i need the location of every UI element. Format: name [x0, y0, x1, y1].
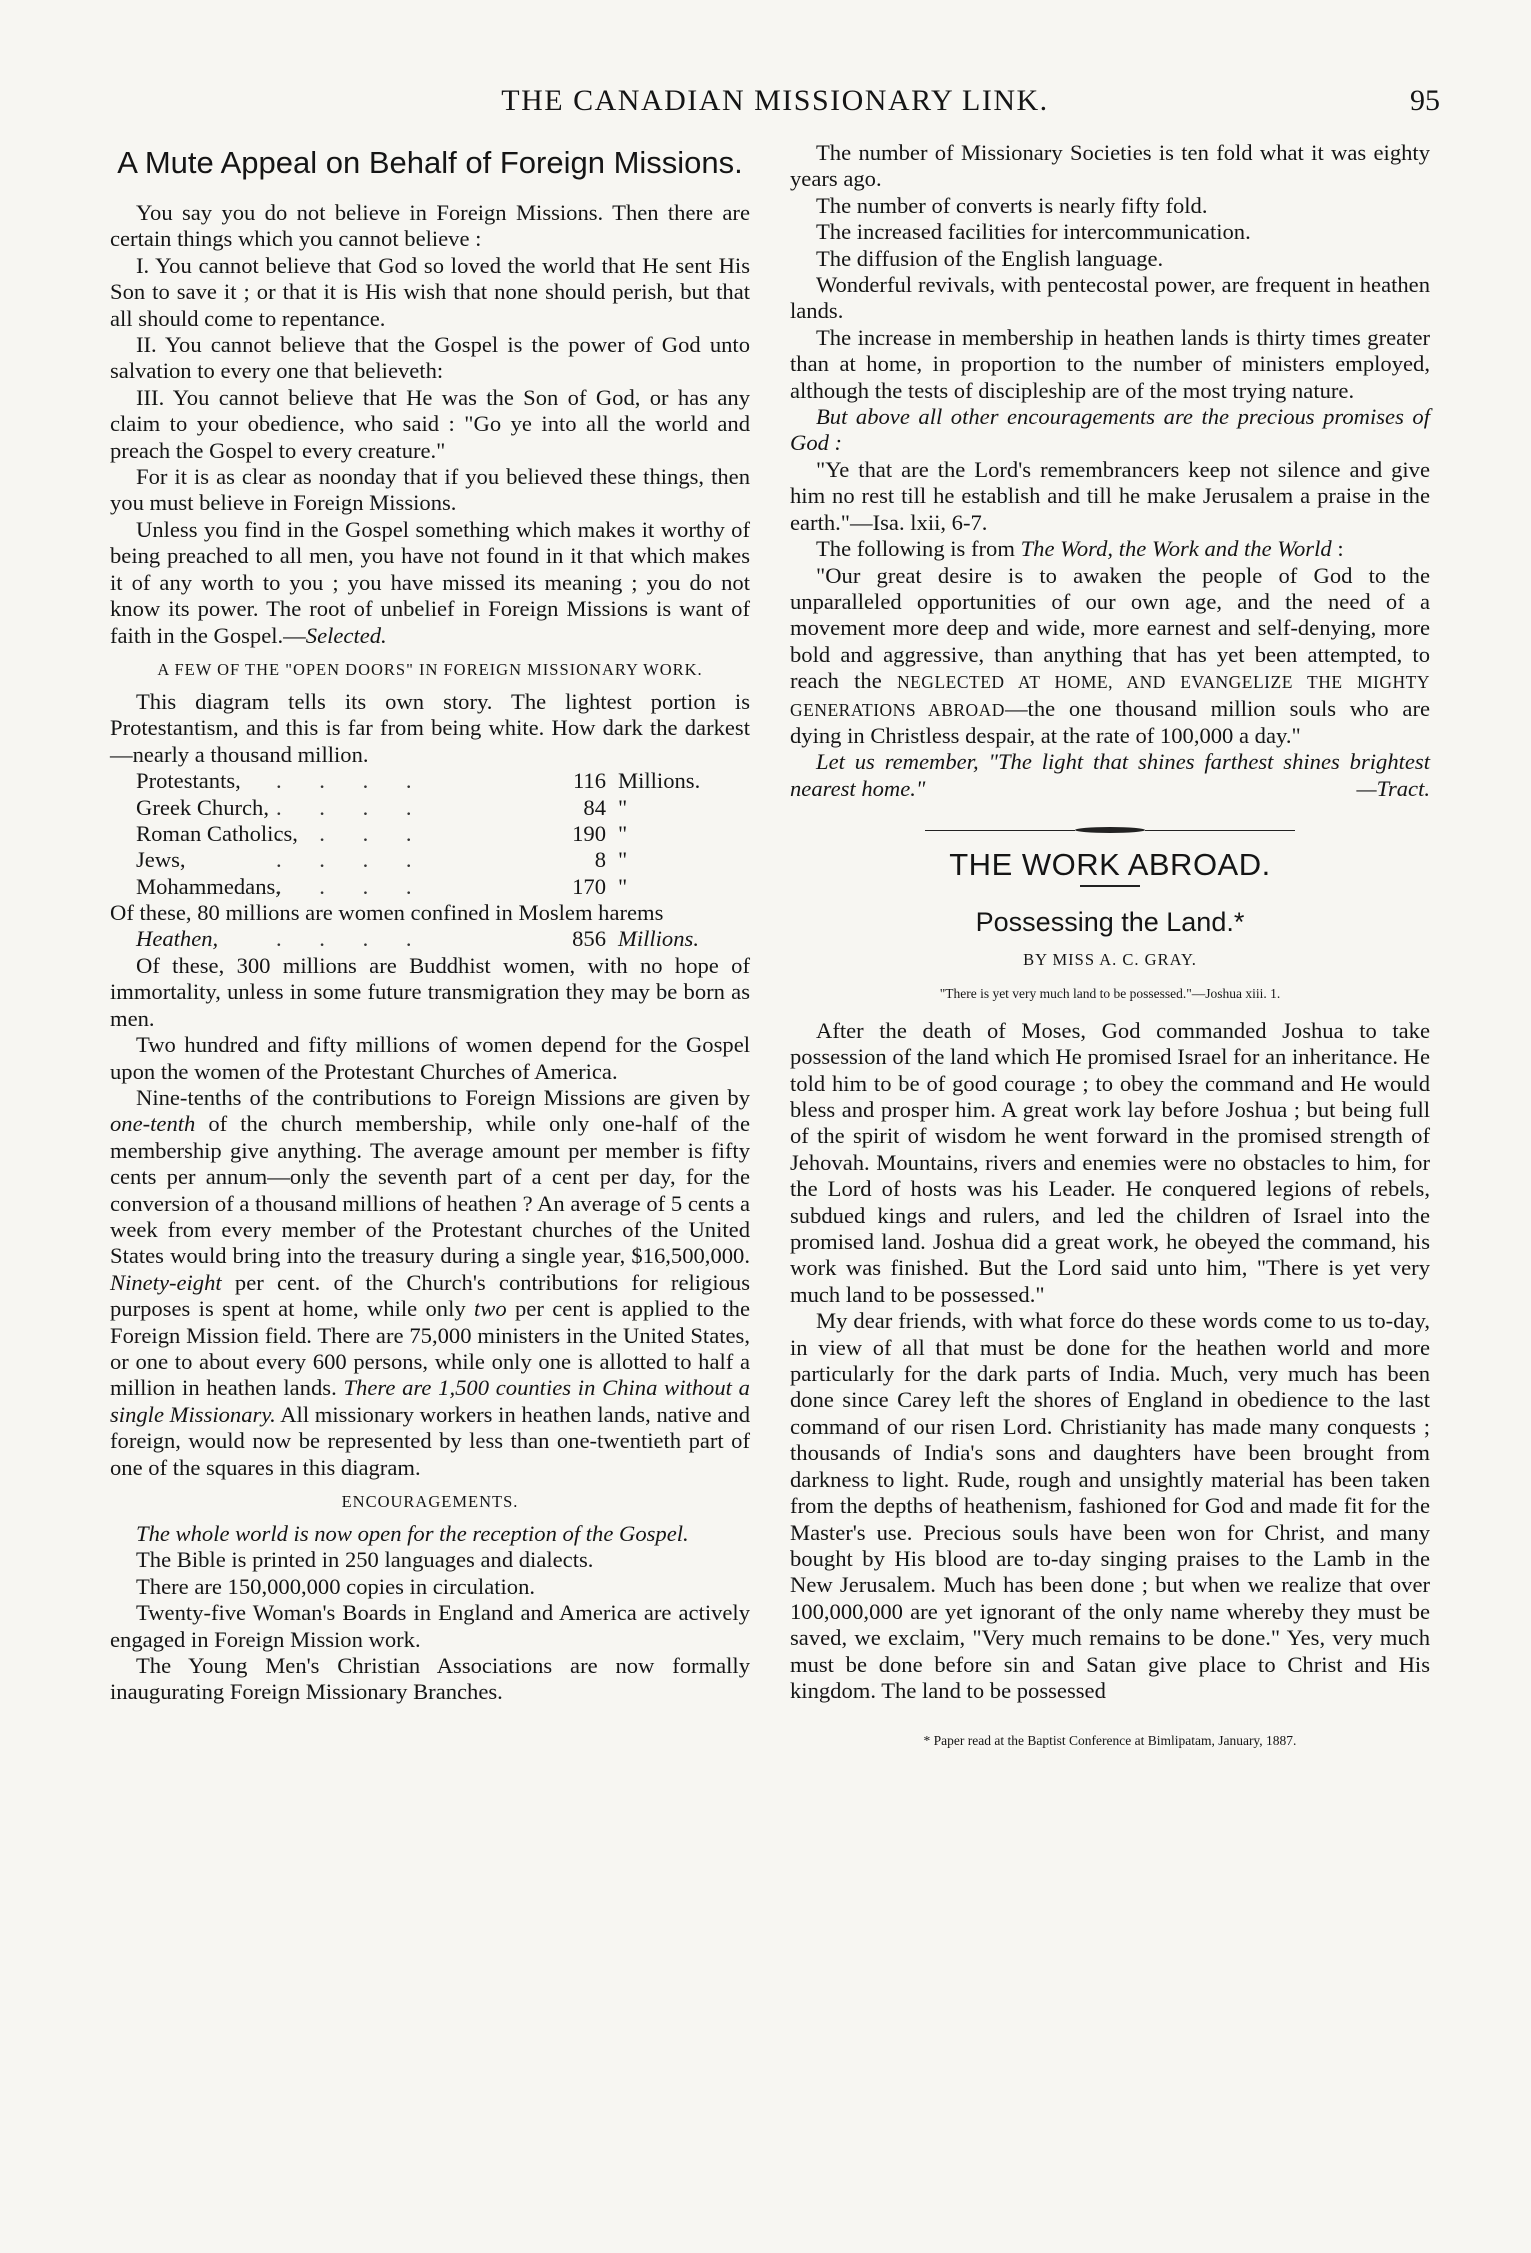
encouragements-heading: ENCOURAGEMENTS.: [341, 1492, 519, 1511]
paragraph: The diffusion of the English language.: [816, 245, 1164, 271]
paragraph: Of these, 300 millions are Buddhist women, with no hope of immortality, unless in some future transmigration they may be born as men.: [110, 952, 750, 1031]
row-label: Roman Catholics,: [136, 820, 298, 846]
leader-dots: . . . .: [276, 794, 428, 820]
tract-credit: —Tract.: [1356, 775, 1430, 801]
paragraph: Of these, 80 millions are women confined in Moslem harems: [110, 900, 664, 926]
paragraph: You say you do not believe in Foreign Missions. Then there are certain things which you cannot believe :: [110, 200, 750, 252]
row-value: 84: [583, 794, 606, 820]
heathen-row: Heathen, . . . . 856 Millions.: [136, 926, 699, 952]
leader-dots: . . . .: [276, 768, 428, 794]
paragraph: But above all other encouragements are the precious promises of God :: [790, 404, 1430, 456]
article-title: A Mute Appeal on Behalf of Foreign Missions.: [117, 145, 743, 180]
table-row: [136, 795, 750, 821]
heathen-unit: Millions.: [618, 926, 699, 952]
paragraph: The number of Missionary Societies is ten fold what it was eighty years ago.: [790, 140, 1430, 192]
row-unit: ": [618, 847, 628, 873]
row-label: Greek Church,: [136, 794, 270, 820]
article-subtitle: Possessing the Land.*: [975, 906, 1245, 937]
paragraph: The increased facilities for intercommunication.: [816, 219, 1251, 245]
row-unit: ": [618, 794, 628, 820]
row-unit: ": [618, 873, 628, 899]
paragraph: This diagram tells its own story. The lightest portion is Protestantism, and this is far from being white. How dark the darkest—nearly a thousand million.: [110, 688, 750, 767]
paragraph: II. You cannot believe that the Gospel is the power of God unto salvation to every one that believeth:: [110, 332, 750, 384]
source-credit: Selected.: [305, 622, 387, 648]
section-title: THE WORK ABROAD.: [949, 847, 1271, 883]
heathen-value: 856: [572, 926, 606, 952]
paragraph: "Our great desire is to awaken the people of God to the unparalleled opportunities of our own age, and the need of a movement more deep and wide, more earnest and self-denying, more bold and aggressive, than anything that has yet been attempted, to reach the NEGLECTED AT HOME, AND EVANGELIZE THE MIGHTY GENERATIONS ABROAD—the one thousand million souls who are dying in Christless despair, at the rate of 100,000 a day.": [790, 562, 1431, 748]
table-row: [136, 768, 750, 794]
population-table: [136, 768, 750, 900]
paragraph: For it is as clear as noonday that if you believed these things, then you must believe in Foreign Missions.: [110, 464, 750, 516]
table-row: [136, 847, 750, 873]
right-column: [790, 140, 1430, 1755]
heathen-label: Heathen,: [136, 926, 219, 952]
row-label: Mohammedans,: [136, 873, 281, 899]
table-row: [136, 821, 750, 847]
table-row: [136, 874, 750, 900]
row-value: 116: [572, 768, 606, 794]
paragraph: The increase in membership in heathen lands is thirty times greater than at home, in proportion to the number of ministers employed, although the tests of discipleship are of the most trying nature.: [790, 324, 1430, 403]
paragraph: Nine-tenths of the contributions to Foreign Missions are given by one-tenth of the church membership, while only one-half of the membership give anything. The average amount per member is fifty cents per annum—only the seventh part of a cent per day, for the conversion of a thousand millions of heathen ? An average of 5 cents a week from every member of the Protestant churches of the United States would bring into the treasury during a single year, $16,500,000. Ninety-eight per cent. of the Church's contributions for religious purposes is spent at home, while only two per cent is applied to the Foreign Mission field. There are 75,000 ministers in the United States, or one to about every 600 persons, while only one is allotted to half a million in heathen lands. There are 1,500 counties in China without a single Missionary. All missionary workers in heathen lands, native and foreign, would now be represented by less than one-twentieth part of one of the squares in this diagram.: [110, 1084, 750, 1480]
running-header: [110, 84, 1440, 124]
paragraph: There are 150,000,000 copies in circulation.: [136, 1573, 536, 1599]
left-column: [110, 140, 750, 1706]
paragraph: The Bible is printed in 250 languages and dialects.: [136, 1547, 594, 1573]
paragraph: After the death of Moses, God commanded Joshua to take possession of the land which He promised Israel for an inheritance. He told him to be of good courage ; to obey the command and He would bless and prosper him. A great work lay before Joshua ; but being full of the spirit of wisdom he went forward in the promised strength of Jehovah. Mountains, rivers and enemies were no obstacles to him, for the Lord of hosts was his Leader. He conquered legions of rebels, subdued kings and rulers, and led the children of Israel into the promised land. Joshua did a great work, he obeyed the command, his work was finished. But the Lord said unto him, "There is yet very much land to be possessed.": [790, 1017, 1430, 1307]
paragraph: Two hundred and fifty millions of women depend for the Gospel upon the women of the Protestant Churches of America.: [110, 1032, 750, 1084]
footnote: * Paper read at the Baptist Conference at Bimlipatam, January, 1887.: [923, 1733, 1297, 1749]
byline: BY MISS A. C. GRAY.: [1023, 949, 1197, 969]
open-doors-heading: A FEW OF THE "OPEN DOORS" IN FOREIGN MISSIONARY WORK.: [157, 659, 703, 679]
paragraph: The number of converts is nearly fifty fold.: [816, 192, 1208, 218]
row-label: Jews,: [136, 847, 186, 873]
paragraph: The Young Men's Christian Associations are now formally inaugurating Foreign Missionary Branches.: [110, 1653, 750, 1705]
row-label: Protestants,: [136, 768, 241, 794]
leader-dots: . . . .: [276, 847, 428, 873]
ornamental-rule: [790, 824, 1430, 836]
row-value: 170: [572, 873, 606, 899]
paragraph: Unless you find in the Gospel something which makes it worthy of being preached to all men, you have not found in it that which makes it of any worth to you ; you have missed its meaning ; you do not know its power. The root of unbelief in Foreign Missions is want of faith in the Gospel.—Selected.: [110, 516, 750, 648]
leader-dots: . . . .: [276, 820, 428, 846]
paragraph: I. You cannot believe that God so loved the world that He sent His Son to save it ; or that it is His wish that none should perish, but that all should come to repentance.: [110, 252, 750, 331]
row-unit: ": [618, 820, 628, 846]
epigraph: "There is yet very much land to be possessed."—Joshua xiii. 1.: [939, 986, 1281, 1002]
row-unit: Millions.: [618, 768, 701, 794]
paragraph: The whole world is now open for the reception of the Gospel.: [136, 1521, 689, 1546]
page-number: 95: [1410, 84, 1440, 117]
short-rule: [1080, 885, 1140, 887]
paragraph: III. You cannot believe that He was the Son of God, or has any claim to your obedience, who said : "Go ye into all the world and preach the Gospel to every creature.": [110, 384, 750, 463]
row-value: 190: [572, 820, 606, 846]
paragraph: The following is from The Word, the Work and the World :: [816, 536, 1344, 562]
paragraph: "Ye that are the Lord's remembrancers keep not silence and give him no rest till he establish and till he make Jerusalem a praise in the earth."—Isa. lxii, 6-7.: [790, 456, 1430, 535]
paragraph: Twenty-five Woman's Boards in England and America are actively engaged in Foreign Mission work.: [110, 1600, 750, 1652]
paragraph: My dear friends, with what force do these words come to us to-day, in view of all that must be done for the heathen world and more particularly for the dark parts of India. Much, very much has been done since Carey left the shores of England in obedience to the last command of our risen Lord. Christianity has made many conquests ; thousands of India's sons and daughters have been brought from darkness to light. Rude, rough and unsightly material has been taken from the depths of heathenism, fashioned for God and made fit for the Master's use. Precious souls have been won for Christ, and many bought by His blood are to-day singing praises to the Lamb in the New Jerusalem. Much has been done ; but when we realize that over 100,000,000 are yet ignorant of the only name whereby they must be saved, we exclaim, "Very much remains to be done." Yes, very much must be done before sin and Satan give place to Christ and His kingdom. The land to be possessed: [790, 1308, 1430, 1703]
row-value: 8: [594, 847, 606, 873]
paragraph: Let us remember, "The light that shines farthest shines brightest nearest home." —Tract.: [790, 749, 1430, 801]
running-title: THE CANADIAN MISSIONARY LINK.: [501, 84, 1049, 117]
paragraph: Wonderful revivals, with pentecostal power, are frequent in heathen lands.: [790, 272, 1430, 324]
leader-dots: . . . .: [276, 873, 428, 899]
